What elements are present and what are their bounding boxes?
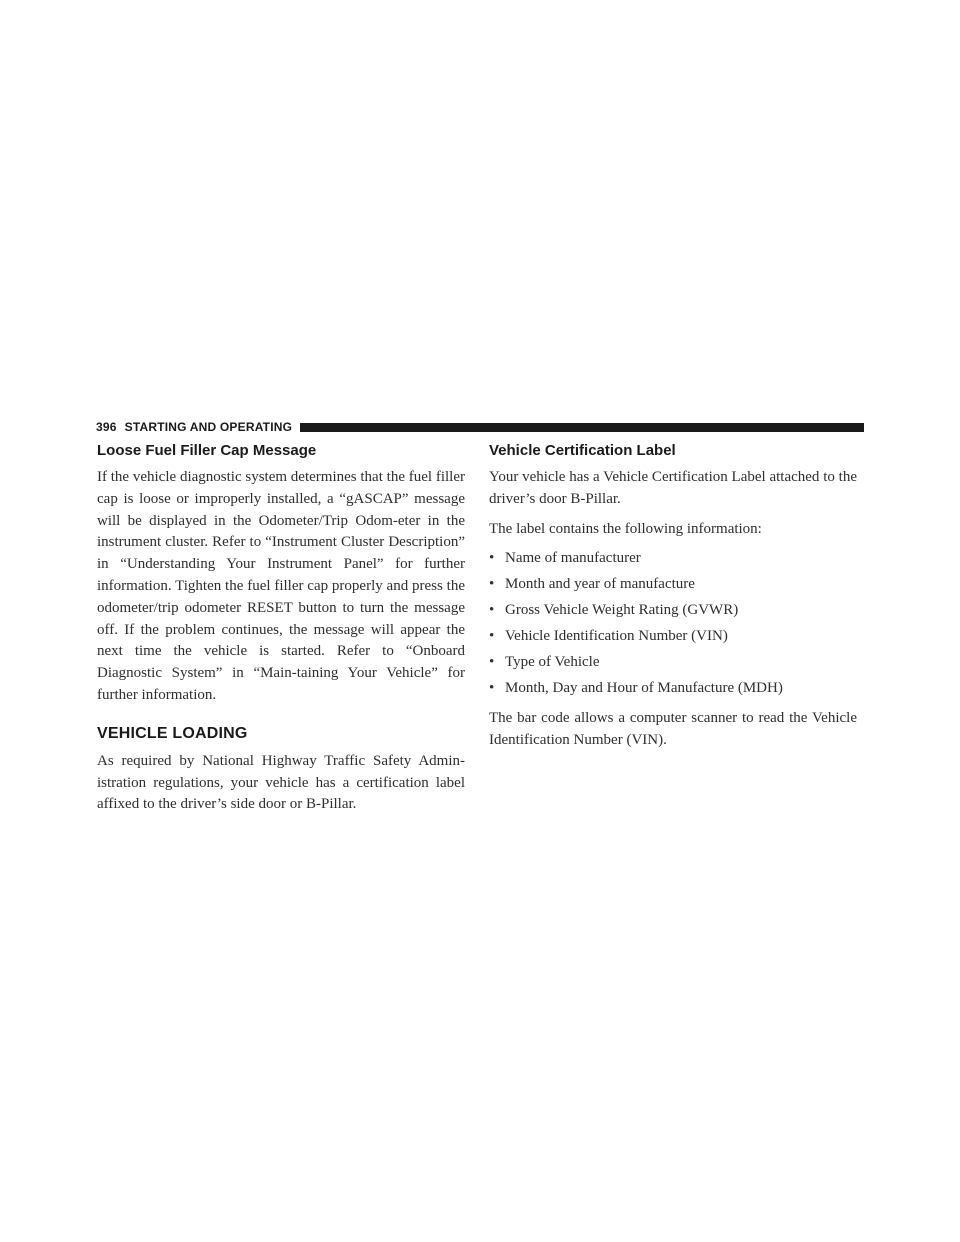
list-item bbox=[489, 626, 857, 648]
paragraph-label-location: Your vehicle has a Vehicle Certification Label attached to the driver’s door B-Pillar. bbox=[489, 469, 857, 507]
bullet-icon: • bbox=[489, 680, 495, 697]
page-header bbox=[96, 418, 864, 436]
heading-certification-label: Vehicle Certification Label bbox=[489, 442, 676, 459]
paragraph-vehicle-loading: As required by National Highway Traffic Safety Admin-istration regulations, your vehicle has a certification label affixed to the driver’s side door or B-Pillar. bbox=[97, 752, 465, 813]
list-item bbox=[489, 600, 857, 622]
list-item-text: Month, Day and Hour of Manufacture (MDH) bbox=[505, 680, 783, 697]
list-item bbox=[489, 574, 857, 596]
paragraph-label-contents: The label contains the following information: bbox=[489, 520, 762, 537]
list-item bbox=[489, 548, 857, 570]
section-title: STARTING AND OPERATING bbox=[124, 420, 293, 434]
list-item-text: Type of Vehicle bbox=[505, 654, 600, 671]
list-item bbox=[489, 652, 857, 674]
list-item-text: Month and year of manufacture bbox=[505, 576, 695, 593]
heading-vehicle-loading: VEHICLE LOADING bbox=[97, 724, 248, 742]
paragraph-fuel-cap: If the vehicle diagnostic system determines that the fuel filler cap is loose or improperly installed, a “gASCAP” message will be displayed in the Odometer/Trip Odom-eter in the instrument cluster. Refer to “Instrument Cluster Description” in “Understanding Your Instrument Panel” for further information. Tighten the fuel filler cap properly and press the odometer/trip odometer RESET button to turn the message off. If the problem continues, the message will appear the next time the vehicle is started. Refer to “Onboard Diagnostic System” in “Main-taining Your Vehicle” for further information. bbox=[97, 469, 465, 703]
header-rule bbox=[300, 423, 864, 432]
page-number: 396 bbox=[96, 420, 117, 434]
bullet-icon: • bbox=[489, 628, 495, 645]
list-item-text: Name of manufacturer bbox=[505, 550, 641, 567]
bullet-icon: • bbox=[489, 576, 495, 593]
heading-loose-fuel-cap: Loose Fuel Filler Cap Message bbox=[97, 442, 317, 459]
list-item-text: Vehicle Identification Number (VIN) bbox=[505, 628, 728, 645]
list-item bbox=[489, 678, 857, 700]
right-column bbox=[489, 442, 857, 760]
bullet-icon: • bbox=[489, 654, 495, 671]
left-column bbox=[97, 442, 465, 824]
label-info-list bbox=[489, 548, 857, 700]
list-item-text: Gross Vehicle Weight Rating (GVWR) bbox=[505, 602, 739, 619]
paragraph-bar-code: The bar code allows a computer scanner to read the Vehicle Identification Number (VIN). bbox=[489, 710, 857, 748]
bullet-icon: • bbox=[489, 602, 495, 619]
bullet-icon: • bbox=[489, 550, 495, 567]
